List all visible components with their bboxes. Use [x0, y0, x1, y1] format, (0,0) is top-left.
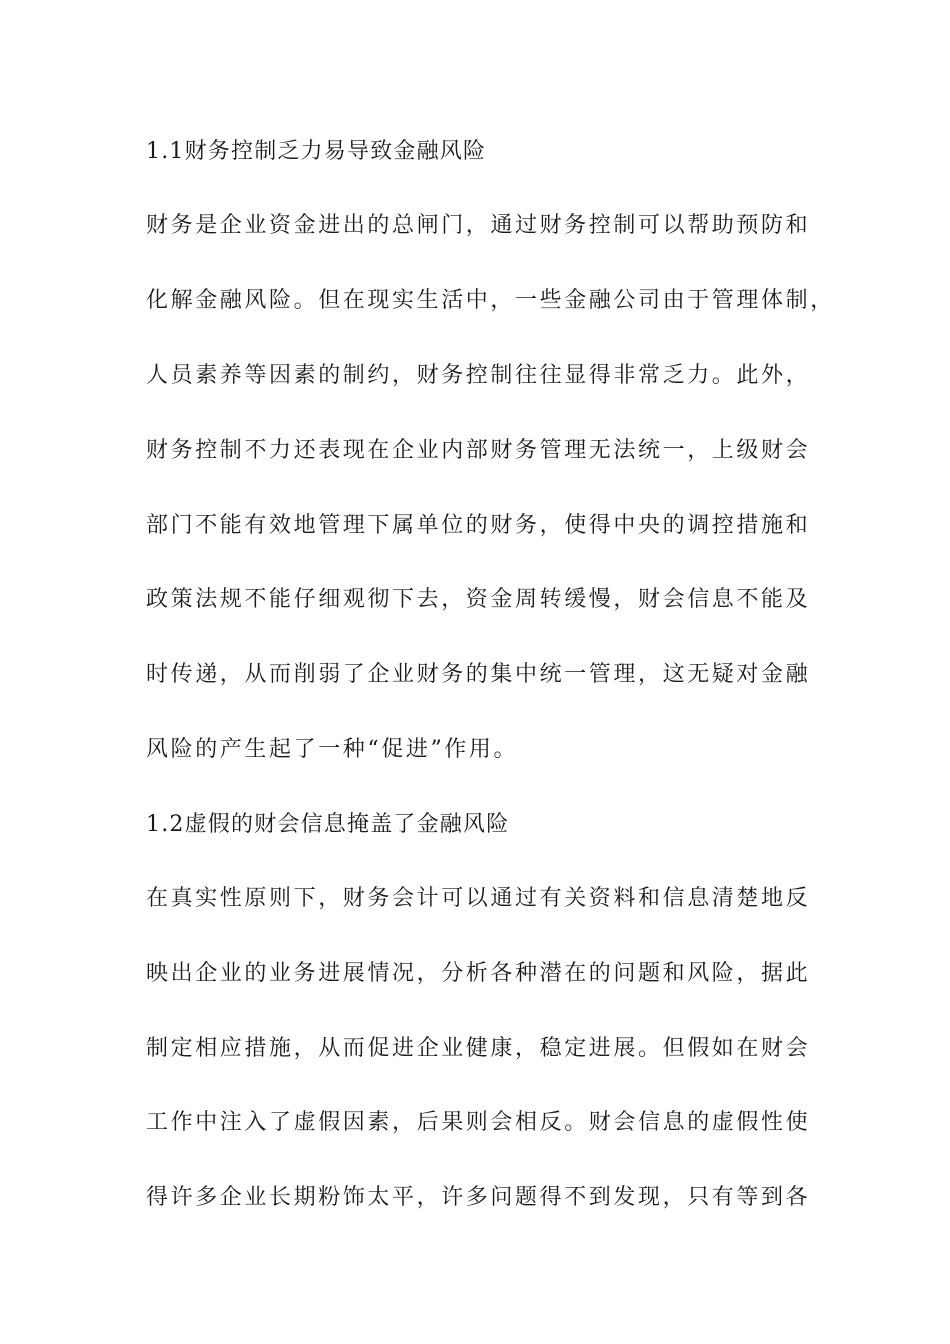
- paragraph-line: 财务是企业资金进出的总闸门，通过财务控制可以帮助预防和: [146, 213, 811, 238]
- paragraph-line: 政策法规不能仔细观彻下去，资金周转缓慢，财会信息不能及: [146, 587, 811, 612]
- paragraph-line: 人员素养等因素的制约，财务控制往往显得非常乏力。此外，: [146, 363, 811, 388]
- paragraph-line: 得许多企业长期粉饰太平，许多问题得不到发现，只有等到各: [146, 1185, 811, 1210]
- paragraph-line: 工作中注入了虚假因素，后果则会相反。财会信息的虚假性使: [146, 1110, 811, 1135]
- section-heading-1-2: 1.2虚假的财会信息掩盖了金融风险: [146, 812, 510, 837]
- paragraph-line: 财务控制不力还表现在企业内部财务管理无法统一，上级财会: [146, 438, 811, 463]
- paragraph-line: 时传递，从而削弱了企业财务的集中统一管理，这无疑对金融: [146, 662, 811, 687]
- paragraph-line: 风险的产生起了一种“促进”作用。: [146, 737, 519, 762]
- section-heading-1-1: 1.1财务控制乏力易导致金融风险: [146, 139, 487, 164]
- paragraph-line: 制定相应措施，从而促进企业健康，稳定进展。但假如在财会: [146, 1036, 811, 1061]
- paragraph-line: 化解金融风险。但在现实生活中，一些金融公司由于管理体制，: [146, 288, 835, 313]
- paragraph-line: 在真实性原则下，财务会计可以通过有关资料和信息清楚地反: [146, 886, 811, 911]
- paragraph-line: 部门不能有效地管理下属单位的财务，使得中央的调控措施和: [146, 513, 811, 538]
- paragraph-line: 映出企业的业务进展情况，分析各种潜在的问题和风险，据此: [146, 961, 811, 986]
